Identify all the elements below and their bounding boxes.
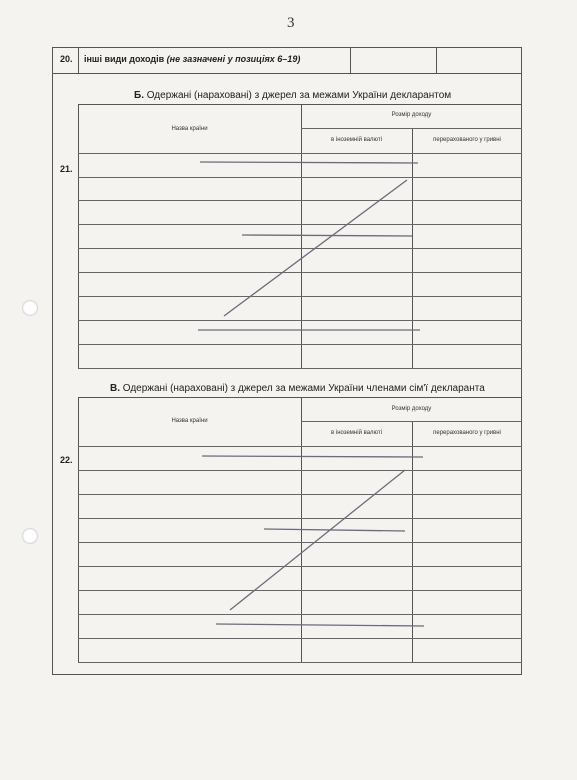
row-20-label: інші види доходів [84, 54, 165, 64]
strike-line-top-v [202, 456, 423, 457]
strike-line-mid-b [242, 235, 412, 236]
section-b-letter: Б. [134, 90, 144, 101]
strike-line-top-b [200, 162, 418, 163]
strike-line-diagonal-b [224, 180, 407, 316]
col-income-b: Розмір доходу [391, 112, 432, 118]
section-v-letter: В. [110, 383, 120, 394]
row-21-number: 21. [60, 164, 73, 174]
strike-line-bottom-v [216, 624, 424, 626]
col-country-v: Назва країни [171, 418, 208, 424]
row-22-number: 22. [60, 455, 73, 465]
col-income-v: Розмір доходу [391, 406, 432, 412]
strike-line-mid-v [264, 529, 405, 531]
col-foreign-b: в іноземній валюті [331, 137, 382, 143]
col-uah-v: перерахованого у гривні [433, 430, 501, 436]
row-20-note: (не зазначені у позиціях 6–19) [166, 54, 301, 64]
section-b-text: Одержані (нараховані) з джерел за межами України декларантом [146, 90, 452, 101]
col-country-b: Назва країни [171, 126, 208, 132]
page-number: 3 [287, 15, 295, 31]
col-foreign-v: в іноземній валюті [331, 430, 382, 436]
section-v-text: Одержані (нараховані) з джерел за межами України членами сім'ї декларанта [122, 383, 485, 394]
col-uah-b: перерахованого у гривні [433, 137, 501, 143]
row-20-number: 20. [60, 54, 73, 64]
strike-line-diagonal-v [230, 470, 405, 610]
